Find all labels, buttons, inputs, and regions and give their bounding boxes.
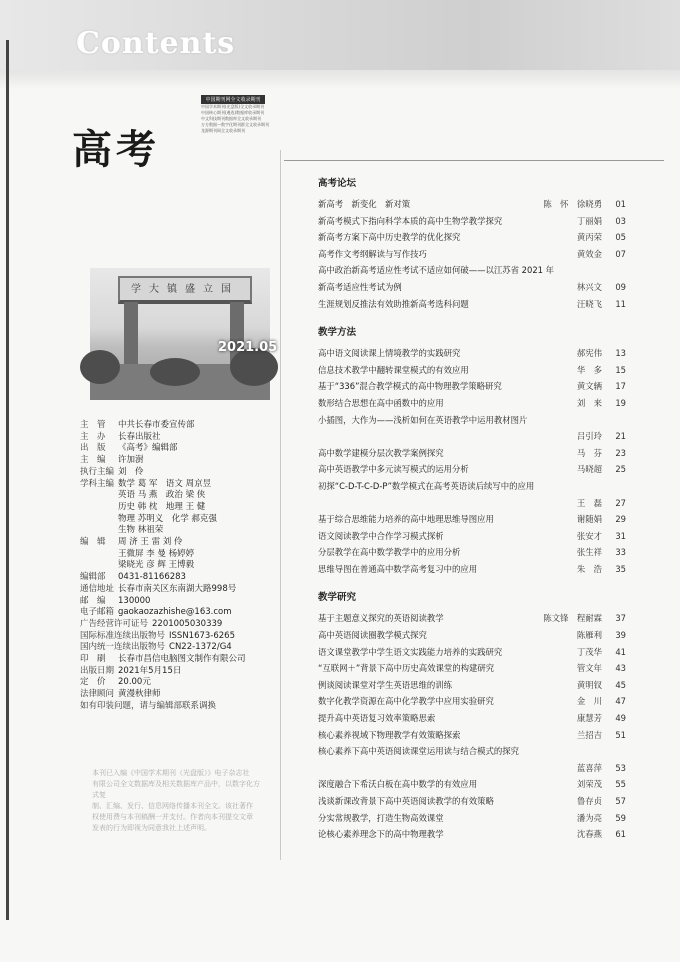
masthead-value: 刘 伶	[118, 466, 144, 477]
toc-entry	[318, 826, 626, 843]
masthead-label	[80, 490, 118, 502]
masthead-value: 0431-81166283	[118, 572, 186, 583]
toc-entry-title: 基于“336”混合教学模式的高中物理教学策略研究	[318, 381, 502, 392]
toc-entry	[318, 627, 626, 644]
toc-entry-author: 兰招吉	[576, 729, 602, 740]
masthead-label: 通信地址	[80, 583, 115, 594]
masthead-row	[80, 537, 280, 549]
masthead-value: 20.00元	[118, 677, 151, 688]
masthead	[80, 420, 280, 713]
toc-entry-page: 51	[615, 729, 626, 740]
toc-entry-title: 浅谈新课改背景下高中英语阅读教学的有效策略	[318, 796, 494, 806]
toc-entry-author: 蓝喜萍	[576, 762, 602, 773]
indexing-badge-lines	[201, 104, 269, 134]
masthead-value: 生物 林祖荣	[118, 525, 164, 536]
masthead-label	[80, 514, 118, 526]
masthead-value: 2201005030339	[152, 618, 223, 629]
toc-entry-title: 深度融合下希沃白板在高中数学的有效应用	[318, 779, 478, 790]
toc-entry-author: 陈 怀 徐晓勇	[543, 199, 602, 209]
masthead-row	[80, 677, 280, 689]
toc-header-rule	[284, 160, 664, 161]
toc-entry-author: 马 芬	[576, 447, 602, 458]
toc-entry-title: 高中政治新高考适应性考试不适应如何破——以江苏省 2021 年	[318, 265, 555, 276]
notice-line: 权使用费与本刊稿酬一并支付。作者向本刊提交文章	[92, 813, 253, 821]
toc-entry-author: 吕引玲	[576, 431, 602, 442]
indexing-badge	[201, 95, 269, 149]
toc-entry-title: 初探“C-D-T-C-D-P”数学模式在高考英语读后续写中的应用	[318, 480, 535, 491]
masthead-label	[80, 549, 118, 561]
toc-entry	[318, 693, 626, 710]
masthead-label: 印 刷	[80, 654, 106, 665]
toc-entry-page: 53	[615, 762, 626, 773]
masthead-row	[80, 619, 280, 631]
gate-sign-text: 学大镇盛立国	[131, 284, 239, 295]
masthead-row	[80, 479, 280, 491]
toc-entry-page: 01	[615, 199, 626, 209]
notice-line: 本刊已入编《中国学术期刊（光盘版）》电子杂志社	[92, 769, 250, 777]
toc-entry	[318, 644, 626, 661]
masthead-row	[80, 642, 280, 654]
issue-label: 2021.05	[218, 340, 278, 355]
toc-entry-page: 57	[615, 796, 626, 806]
toc-entry	[318, 279, 626, 296]
toc-entry-author: 管文年	[576, 663, 602, 674]
masthead-value: 王微屏 李 曼 杨婷婷	[118, 548, 195, 559]
toc-entry-title: 数字化教学资源在高中化学教学中应用实验研究	[318, 696, 494, 707]
toc-entry-author: 张安才	[576, 530, 602, 541]
masthead-label: 主 编	[80, 455, 106, 466]
toc-entry	[318, 677, 626, 694]
masthead-label: 国内统一连续出版物号	[80, 642, 166, 653]
indexing-badge-title: 中国期刊网全文收录期刊	[201, 95, 265, 104]
toc-entry-author: 金 川	[576, 696, 602, 707]
table-of-contents	[318, 177, 626, 843]
toc-entry-page: 35	[615, 563, 626, 574]
indexing-badge-line: 中国核心期刊(遴选)数据库收录期刊	[201, 110, 265, 115]
toc-entry-author: 陈雁利	[576, 630, 602, 641]
toc-entry-title: 高中数学建模分层次教学案例探究	[318, 447, 444, 458]
masthead-label	[80, 525, 118, 537]
toc-entry-title: 例谈阅读课堂对学生英语思维的训练	[318, 679, 452, 690]
toc-entry-title: 分实常规教学，打造生物高效课堂	[318, 812, 444, 823]
toc-entry-author: 陈文锋 程耐霖	[543, 613, 602, 624]
masthead-row	[80, 596, 280, 608]
toc-entry	[318, 395, 626, 412]
toc-entry	[318, 412, 626, 429]
toc-entry-author: 王 磊	[576, 497, 602, 508]
masthead-value: 130000	[118, 595, 151, 606]
toc-entry-page: 59	[615, 812, 626, 823]
toc-entry-title: 高中英语教学中多元读写模式的运用分析	[318, 464, 469, 475]
masthead-label: 定 价	[80, 677, 106, 688]
masthead-value: 物理 苏明义 化学 郝克强	[118, 513, 217, 524]
toc-entry	[318, 511, 626, 528]
masthead-row	[80, 666, 280, 678]
toc-entry-title: 基于综合思维能力培养的高中地理思维导图应用	[318, 514, 494, 525]
toc-entry-author: 汪晓飞	[576, 298, 602, 309]
toc-entry-title: 新高考模式下指向科学本质的高中生物学教学探究	[318, 215, 503, 226]
toc-entry-title: 新高考 新变化 新对策	[318, 199, 411, 209]
toc-entry	[318, 810, 626, 827]
masthead-value: 《高考》编辑部	[118, 443, 178, 454]
toc-entry-page: 17	[615, 381, 626, 392]
toc-entry	[318, 445, 626, 462]
toc-entry	[318, 660, 626, 677]
gate-pillar-left	[124, 302, 138, 372]
notice-line: 发表的行为即视为同意我社上述声明。	[92, 824, 211, 832]
toc-entry-title: 核心素养视域下物理教学有效策略探索	[318, 729, 461, 740]
toc-entry-page: 33	[615, 547, 626, 558]
toc-entry-title: 高考作文考纲解读与写作技巧	[318, 248, 427, 259]
toc-entry-title: 高中英语阅读圈教学模式探究	[318, 630, 427, 641]
journal-title: 高考	[72, 126, 160, 173]
indexing-badge-line: 中文科技期刊数据库全文收录期刊	[201, 116, 261, 121]
toc-entry	[318, 362, 626, 379]
toc-entry-author: 林兴文	[576, 281, 602, 292]
masthead-label: 编 辑	[80, 537, 106, 548]
toc-entry-title: 基于主题意义探究的英语阅读教学	[318, 613, 444, 624]
toc-entry-page: 07	[615, 248, 626, 259]
section-gap	[318, 577, 626, 591]
toc-section-title: 教学研究	[318, 592, 357, 604]
toc-entry-author: 刘 来	[576, 397, 602, 408]
toc-entry-title: 论核心素养理念下的高中物理教学	[318, 829, 444, 840]
toc-section-title: 高考论坛	[318, 178, 357, 189]
toc-entry-title: 数形结合思想在高中函数中的应用	[318, 397, 444, 408]
toc-entry-author: 潘为亮	[576, 812, 602, 823]
toc-entry	[318, 561, 626, 578]
masthead-value: 数学 葛 军 语文 周京昱	[118, 478, 212, 489]
toc-entry-author: 华 多	[576, 364, 602, 375]
toc-entry-title: 语文阅读教学中合作学习模式探析	[318, 530, 444, 541]
masthead-value: 长春出版社	[118, 431, 161, 442]
toc-entry	[318, 246, 626, 263]
notice-line: 有限公司全文数据库及相关数据库产品中，以数字化方式复	[92, 780, 260, 799]
masthead-label: 主 管	[80, 420, 106, 430]
toc-entry	[318, 544, 626, 561]
toc-entry	[318, 196, 626, 213]
toc-entry	[318, 378, 626, 395]
toc-entry-title: 新高考适应性考试为例	[318, 281, 402, 292]
toc-section-title: 教学方法	[318, 327, 357, 339]
toc-entry-author: 黄丙荣	[576, 232, 602, 243]
toc-entry-page: 41	[615, 646, 626, 657]
masthead-value: 2021年5月15日	[118, 665, 182, 676]
toc-entry	[318, 495, 626, 512]
page-left-border	[6, 40, 9, 920]
masthead-label: 电子邮箱	[80, 607, 115, 618]
masthead-label: 主 办	[80, 431, 106, 442]
toc-entry-author: 刘荣茂	[576, 779, 602, 790]
section-gap	[318, 312, 626, 326]
masthead-value: 长春市南关区东南湖大路998号	[118, 583, 237, 594]
masthead-row	[80, 560, 280, 572]
toc-entry-page: 05	[615, 232, 626, 243]
masthead-row	[80, 443, 280, 455]
masthead-value: 许加澍	[118, 455, 144, 466]
toc-entry	[318, 710, 626, 727]
masthead-row	[80, 514, 280, 526]
toc-entry-page: 37	[615, 613, 626, 624]
indexing-badge-line: 万方数据—数字化期刊群全文收录期刊	[201, 122, 269, 127]
masthead-row	[80, 572, 280, 584]
toc-entry-page: 11	[615, 298, 626, 309]
masthead-row	[80, 420, 280, 432]
masthead-row	[80, 432, 280, 444]
notice-line: 制、汇编、发行、信息网络传播本刊全文。该社著作	[92, 802, 253, 810]
toc-entry-author: 沈春燕	[576, 829, 602, 840]
masthead-value: ISSN1673-6265	[169, 630, 236, 641]
toc-entry	[318, 345, 626, 362]
toc-entry-page: 29	[615, 514, 626, 525]
toc-entry-title: “互联网＋”背景下高中历史高效课堂的构建研究	[318, 663, 495, 674]
masthead-label: 如有印装问题，请与编辑部联系调换	[80, 700, 217, 711]
cover-photo	[90, 268, 278, 400]
toc-entry-title: 高中语文阅读课上情境教学的实践研究	[318, 348, 461, 359]
toc-entry-page: 47	[615, 696, 626, 707]
toc-entry	[318, 760, 626, 777]
masthead-row	[80, 490, 280, 502]
masthead-value: 历史 韩 枕 地理 王 健	[118, 501, 206, 512]
masthead-value: 黄漫秋律师	[118, 689, 161, 700]
toc-entry	[318, 213, 626, 230]
toc-entry-title: 信息技术教学中翻转课堂模式的有效应用	[318, 364, 469, 375]
tree-line	[90, 364, 270, 400]
toc-entry-author: 黄明钗	[576, 679, 602, 690]
toc-entry-page: 19	[615, 397, 626, 408]
toc-entry	[318, 743, 626, 760]
toc-entry	[318, 528, 626, 545]
masthead-label: 出版日期	[80, 665, 115, 676]
toc-entry-page: 09	[615, 281, 626, 292]
toc-entry-page: 03	[615, 215, 626, 226]
toc-entry	[318, 478, 626, 495]
masthead-row	[80, 525, 280, 537]
masthead-value: 梁晓光 彦 辉 王博毅	[118, 560, 195, 571]
masthead-row	[80, 549, 280, 561]
masthead-label: 学科主编	[80, 478, 115, 489]
indexing-badge-line: 中国学术期刊(光盘版)全文收录期刊	[201, 104, 265, 109]
toc-entry-author: 黄效金	[576, 248, 602, 259]
toc-entry	[318, 727, 626, 744]
masthead-label: 广告经营许可证号	[80, 618, 149, 629]
toc-entry-author: 张生祥	[576, 547, 602, 558]
copyright-notice	[92, 768, 264, 834]
toc-entry-page: 43	[615, 663, 626, 674]
toc-entry-page: 55	[615, 779, 626, 790]
masthead-label: 编辑部	[80, 572, 106, 583]
masthead-label: 邮 编	[80, 595, 106, 606]
toc-entry-author: 朱 浩	[576, 563, 602, 574]
toc-entry-page: 21	[615, 431, 626, 442]
column-divider	[280, 150, 281, 860]
masthead-row	[80, 584, 280, 596]
masthead-value: 周 济 王 雷 刘 伶	[118, 537, 183, 548]
masthead-row	[80, 455, 280, 467]
masthead-value: 英语 马 燕 政治 梁 侠	[118, 490, 206, 501]
toc-entry-page: 31	[615, 530, 626, 541]
toc-entry-page: 25	[615, 464, 626, 475]
masthead-label: 法律顾问	[80, 689, 115, 700]
toc-entry	[318, 229, 626, 246]
toc-entry	[318, 296, 626, 313]
toc-entry-title: 核心素养下高中英语阅读课堂运用读与结合模式的探究	[318, 746, 519, 757]
toc-entry-author: 鲁存贞	[576, 796, 602, 806]
masthead-label	[80, 560, 118, 572]
toc-entry-page: 49	[615, 713, 626, 724]
toc-entry	[318, 262, 626, 279]
masthead-row	[80, 654, 280, 666]
toc-entry	[318, 776, 626, 793]
masthead-label: 执行主编	[80, 466, 115, 477]
toc-entry-page: 27	[615, 497, 626, 508]
toc-entry-author: 丁茂华	[576, 646, 602, 657]
toc-entry-title: 生涯规划反推法有效助推新高考选科问题	[318, 298, 469, 309]
masthead-value: 长春市昌信电脑图文制作有限公司	[118, 654, 246, 665]
masthead-row	[80, 689, 280, 701]
toc-entry-page: 13	[615, 348, 626, 359]
toc-entry-page: 23	[615, 447, 626, 458]
toc-entry-page: 15	[615, 364, 626, 375]
toc-entry-title: 提升高中英语复习效率策略思索	[318, 713, 436, 724]
toc-entry-title: 思维导图在普通高中数学高考复习中的应用	[318, 563, 478, 574]
toc-entry-title: 小插图，大作为——浅析如何在英语教学中运用教材图片	[318, 414, 528, 425]
toc-entry-title: 语文课堂教学中学生语文实践能力培养的实践研究	[318, 646, 503, 657]
toc-entry-author: 康慧芳	[576, 713, 602, 724]
masthead-label	[80, 502, 118, 514]
masthead-label: 国际标准连续出版物号	[80, 630, 166, 641]
toc-entry-page: 39	[615, 630, 626, 641]
masthead-value: CN22-1372/G4	[169, 642, 232, 653]
toc-entry	[318, 610, 626, 627]
masthead-row	[80, 467, 280, 479]
gate-archway	[118, 276, 252, 304]
masthead-value: 中共长春市委宣传部	[118, 420, 195, 430]
toc-entry	[318, 428, 626, 445]
toc-entry-author: 谢随娟	[576, 514, 602, 525]
contents-heading: Contents	[76, 26, 236, 61]
toc-entry	[318, 461, 626, 478]
toc-entry-title: 新高考方案下高中历史教学的优化探究	[318, 232, 461, 243]
masthead-row	[80, 502, 280, 514]
toc-entry-author: 黄文辆	[576, 381, 602, 392]
indexing-badge-line: 龙源期刊网全文收录期刊	[201, 128, 245, 133]
masthead-row	[80, 607, 280, 619]
toc-entry-author: 丁丽娟	[576, 215, 602, 226]
masthead-label: 出 版	[80, 443, 106, 454]
toc-entry-author: 郝宪伟	[576, 348, 602, 359]
toc-entry	[318, 793, 626, 810]
masthead-row	[80, 701, 280, 713]
toc-entry-author: 马晓超	[576, 464, 602, 475]
toc-entry-page: 61	[615, 829, 626, 840]
toc-entry-page: 45	[615, 679, 626, 690]
masthead-row	[80, 631, 280, 643]
masthead-value: gaokaozazhishe@163.com	[118, 607, 232, 618]
toc-entry-title: 分层教学在高中数学教学中的应用分析	[318, 547, 461, 558]
